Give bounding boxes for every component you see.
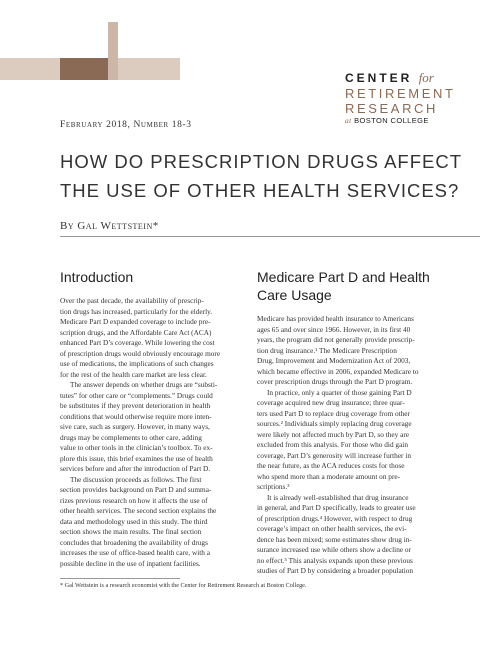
text-line: for the rest of the health care market are less clear.	[60, 369, 207, 379]
text-line: possible decline in the use of inpatient facilities.	[60, 558, 201, 568]
text-line: Over the past decade, the availability of prescrip-	[60, 296, 204, 305]
text-line: coverage’s impact on other health services, the evi-	[257, 524, 407, 533]
text-line: In practice, only a quarter of those gaining Part D	[267, 387, 412, 397]
logo-line-4: at BOSTON COLLEGE	[345, 116, 429, 125]
text-line: drugs may be complements to other care, adding	[60, 432, 202, 442]
text-line: plore this issue, this brief examines the use of health	[60, 453, 213, 463]
text-line: Medicare Part D expanded coverage to include pre-	[60, 317, 211, 326]
text-line: no effect.⁵ This analysis expands upon these previous	[257, 555, 413, 565]
text-line: enhanced Part D’s coverage. While lowering the cost	[60, 338, 215, 347]
text-line: It is already well-established that drug insurance	[267, 492, 409, 502]
section-heading-introduction: Introduction	[60, 269, 134, 285]
text-line: conditions that would otherwise require more inten-	[60, 411, 212, 421]
text-line: be substitutes if they prevent deterioration in health	[60, 401, 211, 410]
text-line: rizes previous research on how it affects the use of	[60, 495, 208, 505]
logo-line-3: RESEARCH	[345, 101, 439, 116]
issue-line: February 2018, Number 18-3	[60, 120, 192, 130]
text-line: dence has been mixed; some estimates show drug in-	[257, 534, 412, 544]
text-line: ages 65 and over since 1966. However, in its first 40	[257, 324, 411, 334]
page-title: HOW DO PRESCRIPTION DRUGS AFFECT THE USE OF OTHER HEALTH SERVICES?	[60, 151, 462, 201]
text-line: value to other tools in the clinician’s toolbox. To ex-	[60, 443, 213, 452]
text-line: which became effective in 2006, expanded Medicare to	[257, 366, 419, 376]
text-line: of prescription drugs would obviously encourage more	[60, 348, 221, 358]
text-line: increases the use of office-based health care, with a	[60, 548, 210, 557]
header-bar-dark	[60, 58, 108, 80]
text-line: services before and after the introduction of Part D.	[60, 464, 211, 473]
text-line: surance increased use while others show a decline or	[257, 545, 411, 554]
text-line: scription drugs, and the Affordable Care Act (ACA)	[60, 327, 212, 337]
text-line: coverage acquired new drug insurance; three quar-	[257, 398, 405, 407]
text-line: use of medications, the implications of such changes	[60, 359, 214, 368]
header-bar-vertical	[108, 22, 118, 80]
header-bar-left	[0, 58, 60, 80]
center-logo	[345, 70, 463, 125]
text-line: were likely not affected much by Part D, so they are	[257, 429, 410, 439]
logo-line-1: CENTER for	[345, 70, 434, 85]
text-line: the near future, as the ACA reduces costs for those	[257, 461, 405, 470]
text-line: scriptions.³	[257, 482, 290, 491]
text-line: section shows the main results. The final section	[60, 527, 202, 536]
text-line: other health services. The second section explains the	[60, 506, 217, 515]
text-line: excluded from this analysis. For those who did gain	[257, 440, 408, 449]
text-line: years, the program did not generally provide prescrip-	[257, 335, 415, 344]
author-byline: By Gal Wettstein*	[60, 220, 159, 232]
section-heading-part-d: Medicare Part D and Health Care Usage	[257, 269, 430, 303]
author-footnote: * Gal Wettstein is a research economist with the Center for Retirement Research at Boston College.	[60, 582, 307, 589]
text-line: tion drugs has increased, particularly for the elderly.	[60, 306, 213, 316]
text-line: ters used Part D to replace drug coverage from other	[257, 408, 410, 418]
footnote-divider	[60, 578, 180, 579]
text-line: The discussion proceeds as follows. The first	[70, 474, 202, 484]
text-line: tutes” for other care or “complements.” Drugs could	[60, 390, 213, 400]
text-line: concludes that broadening the availability of drugs	[60, 537, 208, 547]
text-line: sources.² Individuals simply replacing drug coverage	[257, 419, 412, 428]
text-line: in general, and Part D specifically, leads to greater use	[257, 503, 416, 512]
text-line: cover prescription drugs through the Part D program.	[257, 377, 413, 386]
text-line: sive care, such as surgery. However, in many ways,	[60, 422, 210, 431]
text-line: Medicare has provided health insurance to Americans	[257, 314, 414, 323]
header-bar-right	[118, 58, 180, 80]
logo-line-2: RETIREMENT	[345, 86, 456, 101]
text-line: section provides background on Part D and summa-	[60, 485, 212, 494]
text-line: data and methodology used in this study. The third	[60, 516, 208, 526]
text-line: tion drug insurance.¹ The Medicare Prescription	[257, 345, 397, 355]
text-line: coverage, Part D’s generosity will increase further in	[257, 450, 411, 460]
column-right	[257, 268, 450, 577]
text-line: who spend more than a moderate amount on pre-	[257, 471, 401, 481]
text-line: The answer depends on whether drugs are “substi-	[70, 380, 218, 389]
part-d-text	[257, 314, 450, 577]
text-line: Drug, Improvement and Modernization Act of 2003,	[257, 356, 411, 365]
title-divider	[60, 236, 480, 237]
column-left	[60, 268, 253, 569]
text-line: studies of Part D by considering a broader population	[257, 566, 414, 575]
text-line: of prescription drugs.⁴ However, with respect to drug	[257, 513, 413, 523]
introduction-text	[60, 296, 253, 569]
